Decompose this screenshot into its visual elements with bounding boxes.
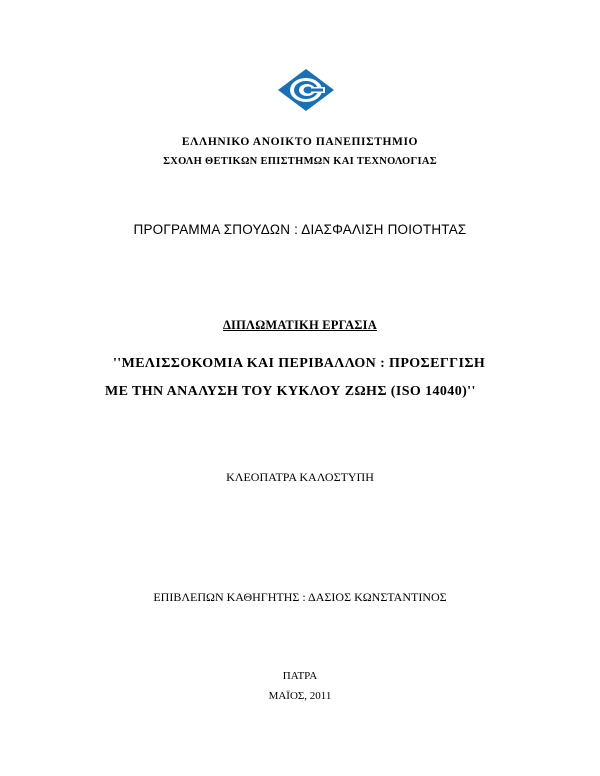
thesis-title-line-2: ΜΕ ΤΗΝ ΑΝΑΛΥΣΗ ΤΟΥ ΚΥΚΛΟΥ ΖΩΗΣ (ISO 14040)''	[105, 384, 476, 399]
author-name: ΚΛΕΟΠΑΤΡΑ ΚΑΛΟΣΤΥΠΗ	[226, 470, 374, 484]
thesis-title-line-1: ''ΜΕΛΙΣΣΟΚΟΜΙΑ ΚΑΙ ΠΕΡΙΒΑΛΛΟΝ : ΠΡΟΣΕΓΓΙΣΗ	[113, 356, 486, 371]
university-logo	[277, 68, 335, 112]
school-name: ΣΧΟΛΗ ΘΕΤΙΚΩΝ ΕΠΙΣΤΗΜΩΝ ΚΑΙ ΤΕΧΝΟΛΟΓΙΑΣ	[163, 156, 437, 167]
date: ΜΑΪΟΣ, 2011	[268, 690, 332, 702]
supervisor-name: ΕΠΙΒΛΕΠΩΝ ΚΑΘΗΓΗΤΗΣ : ΔΑΣΙΟΣ ΚΩΝΣΤΑΝΤΙΝΟΣ	[153, 590, 447, 604]
thesis-label: ΔΙΠΛΩΜΑΤΙΚΗ ΕΡΓΑΣΙΑ	[223, 318, 377, 332]
university-name: ΕΛΛΗΝΙΚΟ ΑΝΟΙΚΤΟ ΠΑΝΕΠΙΣΤΗΜΙΟ	[181, 136, 419, 148]
city: ΠΑΤΡΑ	[282, 670, 318, 682]
program-name: ΠΡΟΓΡΑΜΜΑ ΣΠΟΥΔΩΝ : ΔΙΑΣΦΑΛΙΣΗ ΠΟΙΟΤΗΤΑΣ	[133, 222, 467, 237]
